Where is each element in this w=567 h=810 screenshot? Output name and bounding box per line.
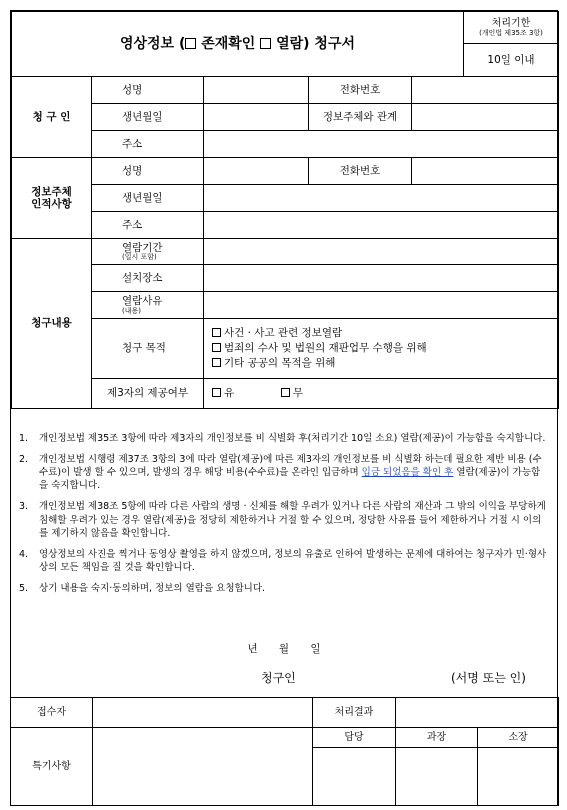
bottom-table <box>10 697 559 806</box>
title-option-view: 열람 <box>276 35 304 52</box>
processing-law: (개인법 제35조 3항) <box>479 28 543 37</box>
main-table <box>11 76 559 409</box>
title-option-existence: 존재확인 <box>201 35 256 52</box>
result-field[interactable] <box>396 698 559 728</box>
request-period-text: 열람기간 <box>122 241 163 254</box>
requester-relation-label: 정보주체와 관계 <box>309 104 412 131</box>
manager-sign-field[interactable] <box>313 748 396 806</box>
requester-phone-field[interactable] <box>412 77 559 104</box>
form-title <box>12 12 464 77</box>
result-label: 처리결과 <box>313 698 396 728</box>
third-party-yes-label: 유 <box>224 386 235 399</box>
requester-section-label: 청 구 인 <box>12 77 92 158</box>
section-chief-sign-field[interactable] <box>396 748 478 806</box>
note-text: 상기 내용을 숙지·동의하며, 정보의 열람을 요청합니다. <box>39 582 266 594</box>
header-table <box>11 11 559 77</box>
existence-check-checkbox[interactable] <box>185 38 196 49</box>
requester-address-field[interactable] <box>204 131 559 158</box>
requester-name-field[interactable] <box>204 77 309 104</box>
head-sign-field[interactable] <box>478 748 559 806</box>
note-number: 5. <box>19 582 29 594</box>
subject-birth-field[interactable] <box>204 185 559 212</box>
note-item <box>11 500 557 539</box>
view-checkbox[interactable] <box>260 38 271 49</box>
subject-phone-field[interactable] <box>412 158 559 185</box>
subject-name-field[interactable] <box>204 158 309 185</box>
request-reason-field[interactable] <box>204 292 559 319</box>
purpose-option-label: 기타 공공의 목적을 위해 <box>224 357 336 370</box>
receiver-field[interactable] <box>93 698 313 728</box>
third-party-no-label: 무 <box>292 386 303 399</box>
remarks-field[interactable] <box>93 728 313 806</box>
note-number: 1. <box>19 433 29 444</box>
requester-relation-field[interactable] <box>412 104 559 131</box>
purpose-option-label: 사건 · 사고 관련 정보열람 <box>224 326 343 339</box>
subject-section-line1: 정보주체 <box>31 185 72 198</box>
checkbox-icon[interactable] <box>212 358 221 367</box>
request-period-sub: (일시 포함) <box>122 253 157 262</box>
note-text: 개인정보법 제35조 3항에 따라 제3자의 개인정보를 비 식별화 후(처리기간 10일 소요) 열람(제공)이 가능함을 숙지합니다. <box>39 433 546 444</box>
request-location-field[interactable] <box>204 265 559 292</box>
request-reason-sub: (내용) <box>122 306 141 315</box>
subject-section-line2: 인적사항 <box>31 198 72 210</box>
processing-period-value: 10일 이내 <box>464 44 559 77</box>
title-prefix: 영상정보 ( <box>119 35 186 52</box>
subject-birth-label: 생년월일 <box>92 185 204 212</box>
note-item <box>11 432 557 445</box>
request-purpose-options <box>204 319 559 379</box>
note-number: 4. <box>19 548 29 560</box>
section-chief-label: 과장 <box>396 728 478 748</box>
signature-label: (서명 또는 인) <box>451 671 526 685</box>
note-item <box>11 453 557 492</box>
request-period-label <box>92 239 204 265</box>
purpose-option-investigation[interactable] <box>212 341 558 356</box>
requester-birth-field[interactable] <box>204 104 309 131</box>
subject-section-label <box>12 158 92 239</box>
request-section-label: 청구내용 <box>12 239 92 409</box>
note-text: 개인정보법 시행령 제37조 3항의 3에 따라 열람(제공)에 따른 제3자의 개인정보를 비 식별화 하는데 필요한 제반 비용 (수수료)이 발생 할 수 있으며, 발생의 경우 해당 비용(수수료)을 온라인 입금하며 <box>39 454 542 479</box>
manager-label: 담당 <box>313 728 396 748</box>
subject-address-label: 주소 <box>92 212 204 239</box>
request-purpose-label: 청구 목적 <box>92 319 204 379</box>
third-party-options <box>204 379 559 409</box>
third-party-yes-option[interactable] <box>212 387 234 399</box>
request-reason-text: 열람사유 <box>122 295 163 308</box>
date-line: 년 월 일 <box>247 643 321 655</box>
processing-period-header <box>464 12 559 44</box>
request-location-label: 설치장소 <box>92 265 204 292</box>
head-label: 소장 <box>478 728 559 748</box>
note-item <box>11 548 557 574</box>
payment-confirm-link[interactable]: 입금 되었음을 확인 후 <box>361 467 454 479</box>
checkbox-icon[interactable] <box>212 343 221 352</box>
third-party-label: 제3자의 제공여부 <box>92 379 204 409</box>
subject-phone-label: 전화번호 <box>309 158 412 185</box>
note-text: 영상정보의 사진을 찍거나 동영상 촬영을 하지 않겠으며, 정보의 유출로 인하여 발생하는 문제에 대하여는 청구자가 민·형사상의 모든 책임을 질 것을 확인합니다. <box>39 548 547 573</box>
remarks-label: 특기사항 <box>11 728 93 806</box>
requester-birth-label: 생년월일 <box>92 104 204 131</box>
subject-name-label: 성명 <box>92 158 204 185</box>
note-text: 개인정보법 제38조 5항에 따라 다른 사람의 생명 · 신체를 해할 우려가 있거나 다른 사람의 재산과 그 밖의 이익을 부당하게 침해할 우려가 있는 경우 열람(제공)을 정당히 제한하거나 거절 할 수 있으며, 정당한 사유를 들어 제한하거나 거절 시 이의를 제기하지 않음을 확인합니다. <box>39 501 546 539</box>
purpose-option-incident[interactable] <box>212 326 558 341</box>
checkbox-icon[interactable] <box>281 388 290 397</box>
request-period-field[interactable] <box>204 239 559 265</box>
purpose-option-label: 범죄의 수사 및 법원의 재판업무 수행을 위해 <box>224 341 427 354</box>
purpose-option-public[interactable] <box>212 356 558 371</box>
receiver-label: 접수자 <box>11 698 93 728</box>
title-suffix: ) 청구서 <box>303 35 356 52</box>
requester-address-label: 주소 <box>92 131 204 158</box>
processing-label: 처리기한 <box>491 18 531 30</box>
note-text: 열람(제공)이 가능함을 숙지합니다. <box>39 467 541 492</box>
requester-phone-label: 전화번호 <box>309 77 412 104</box>
checkbox-icon[interactable] <box>212 328 221 337</box>
note-number: 3. <box>19 501 29 513</box>
subject-address-field[interactable] <box>204 212 559 239</box>
third-party-no-option[interactable] <box>281 387 303 399</box>
request-reason-label <box>92 292 204 319</box>
note-item <box>11 582 557 595</box>
applicant-label: 청구인 <box>261 671 296 685</box>
note-number: 2. <box>19 454 29 466</box>
requester-name-label: 성명 <box>92 77 204 104</box>
checkbox-icon[interactable] <box>212 388 221 397</box>
notes-section <box>10 420 558 697</box>
bottom-section <box>10 697 558 806</box>
notes-list <box>11 420 557 595</box>
